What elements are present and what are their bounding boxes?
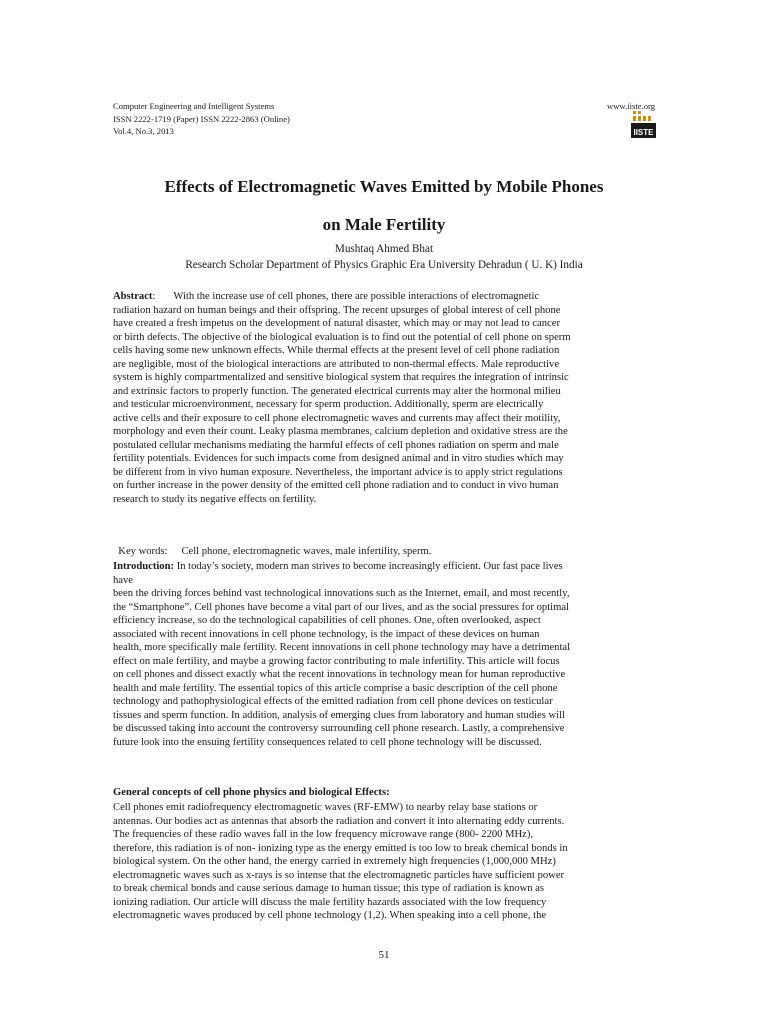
intro-line: Introduction: In today’s society, modern man strives to become increasingly efficient. Our fast pace lives [113, 561, 563, 572]
general-line: Cell phones emit radiofrequency electromagnetic waves (RF-EMW) to nearby relay base stations or [113, 802, 538, 813]
abstract-line: have created a fresh impetus on the development of natural disaster, which may or may not lead to cancer [113, 318, 560, 329]
keywords-section [113, 545, 653, 559]
general-line: electromagnetic waves produced by cell phone technology (1,2). When speaking into a cell phone, the [113, 910, 547, 921]
intro-line: been the driving forces behind vast technological innovations such as the Internet, email, and most recently, [113, 588, 570, 599]
keywords-label: Key words: [118, 546, 168, 557]
intro-line: be discussed taking into account the controversy surrounding cell phone research. Lastly, a comprehensive [113, 723, 565, 734]
intro-line: health, more specifically male fertility. Recent innovations in cell phone technology may have a detrimental [113, 642, 571, 653]
author-name: Mushtaq Ahmed Bhat [334, 243, 434, 255]
general-concepts-heading: General concepts of cell phone physics and biological Effects: [113, 787, 390, 798]
abstract-line: be different from in vivo human exposure. Nevertheless, the important advice is to apply strict regulations [113, 466, 563, 478]
abstract-section [113, 290, 653, 506]
abstract-line: postulated cellular mechanisms mediating the harmful effects of cell phones radiation on sperm and male [113, 439, 559, 451]
abstract-line: radiation hazard on human beings and their offspring. The recent upsurges of global interest of cell phone [113, 304, 561, 316]
abstract-line: cells having some new unknown effects. While thermal effects at the present level of cell phone radiation [113, 345, 560, 356]
logo-text: IISTE [633, 128, 654, 137]
author-affiliation: Research Scholar Department of Physics Graphic Era University Dehradun ( U. K) India [185, 259, 583, 271]
paper-title-line-2: on Male Fertility [322, 215, 446, 234]
page-number: 51 [378, 949, 390, 961]
intro-line: tissues and sperm function. In addition, analysis of emerging clues from laboratory and human studies will [113, 709, 566, 721]
intro-line: the “Smartphone”. Cell phones have become a vital part of our lives, and as the social pressures for optimal [113, 601, 569, 613]
abstract-line: on further increase in the power density of the emitted cell phone radiation and to conduct in vivo human [113, 480, 559, 491]
intro-line: associated with recent innovations in cell phone technology, is the impact of these devices on human [113, 628, 540, 640]
abstract-line: research to study its negative effects on fertility. [113, 493, 317, 505]
abstract-line: are negligible, most of the biological interactions are attributed to non-thermal effects. Male reproductive [113, 358, 560, 370]
abstract-line: or birth defects. The objective of the biological evaluation is to find out the potential of cell phone on sperm [113, 331, 571, 343]
intro-line: technology and pathophysiological effects of the emitted radiation from cell phone devices on testicular [113, 696, 553, 707]
intro-line: have [113, 574, 133, 586]
abstract-line: active cells and their exposure to cell phone electromagnetic waves and currents may affect their motility, [113, 412, 561, 424]
intro-line: effect on male fertility, and maybe a growing factor contributing to male infertility. This article will focus [113, 655, 560, 667]
general-line: therefore, this radiation is of non- ionizing type as the energy emitted is too low to break chemical bonds in [113, 842, 568, 854]
introduction-section [113, 560, 653, 749]
intro-line: on cell phones and dissect exactly what the recent innovations in technology mean for human reproductive [113, 669, 566, 680]
general-line: electromagnetic waves such as x-rays is so intense that the electromagnetic particles have sufficient power [113, 869, 565, 881]
general-line: antennas. Our bodies act as antennas that absorb the radiation and convert it into alternating eddy currents. [113, 815, 565, 827]
abstract-line: fertility potentials. Evidences for such impacts come from designed animal and in vitro studies which may [113, 453, 564, 464]
abstract-line: and extrinsic factors to properly function. The generated electrical currents may alter the hormonal milieu [113, 385, 561, 397]
intro-line: health and male fertility. The essential topics of this article comprise a basic description of the cell phone [113, 682, 558, 694]
abstract-line: system is highly compartmentalized and sensitive biological system that requires the integration of intrinsic [113, 372, 569, 383]
intro-line: future look into the ensuing fertility consequences related to cell phone technology will be discussed. [113, 736, 542, 748]
intro-line: efficiency increase, so do the technological capabilities of cell phones. One, often overlooked, aspect [113, 615, 541, 626]
general-line: biological system. On the other hand, the energy carried in extremely high frequencies (1,000,000 MHz) [113, 856, 556, 867]
general-line: to break chemical bonds and cause serious damage to human tissue; this type of radiation is known as [113, 883, 545, 894]
journal-volume: Vol.4, No.3, 2013 [113, 126, 174, 136]
introduction-label: Introduction: [113, 561, 175, 572]
paper-title-line-1: Effects of Electromagnetic Waves Emitted by Mobile Phones [164, 177, 604, 196]
journal-issn: ISSN 2222-1719 (Paper) ISSN 2222-2863 (Online) [113, 113, 290, 124]
general-line: The frequencies of these radio waves fall in the low frequency microwave range (800- 2200 MHz), [113, 829, 534, 840]
journal-header [113, 100, 473, 138]
general-concepts-section [113, 801, 653, 923]
abstract-line: and testicular microenvironment, necessary for sperm production. Additionally, sperm are electrically [113, 399, 544, 410]
keywords-text: Cell phone, electromagnetic waves, male infertility, sperm. [181, 546, 432, 557]
abstract-line: morphology and even their count. Leaky plasma membranes, calcium depletion and oxidative stress are the [113, 426, 568, 437]
journal-website[interactable]: www.iiste.org [607, 101, 655, 111]
journal-name: Computer Engineering and Intelligent Systems [113, 101, 275, 111]
abstract-line: Abstract: With the increase use of cell phones, there are possible interactions of electromagnetic [113, 291, 540, 302]
general-line: ionizing radiation. Our article will discuss the male fertility hazards associated with the low frequency [113, 896, 547, 908]
abstract-label: Abstract [113, 291, 153, 302]
iiste-logo-icon [631, 111, 656, 138]
